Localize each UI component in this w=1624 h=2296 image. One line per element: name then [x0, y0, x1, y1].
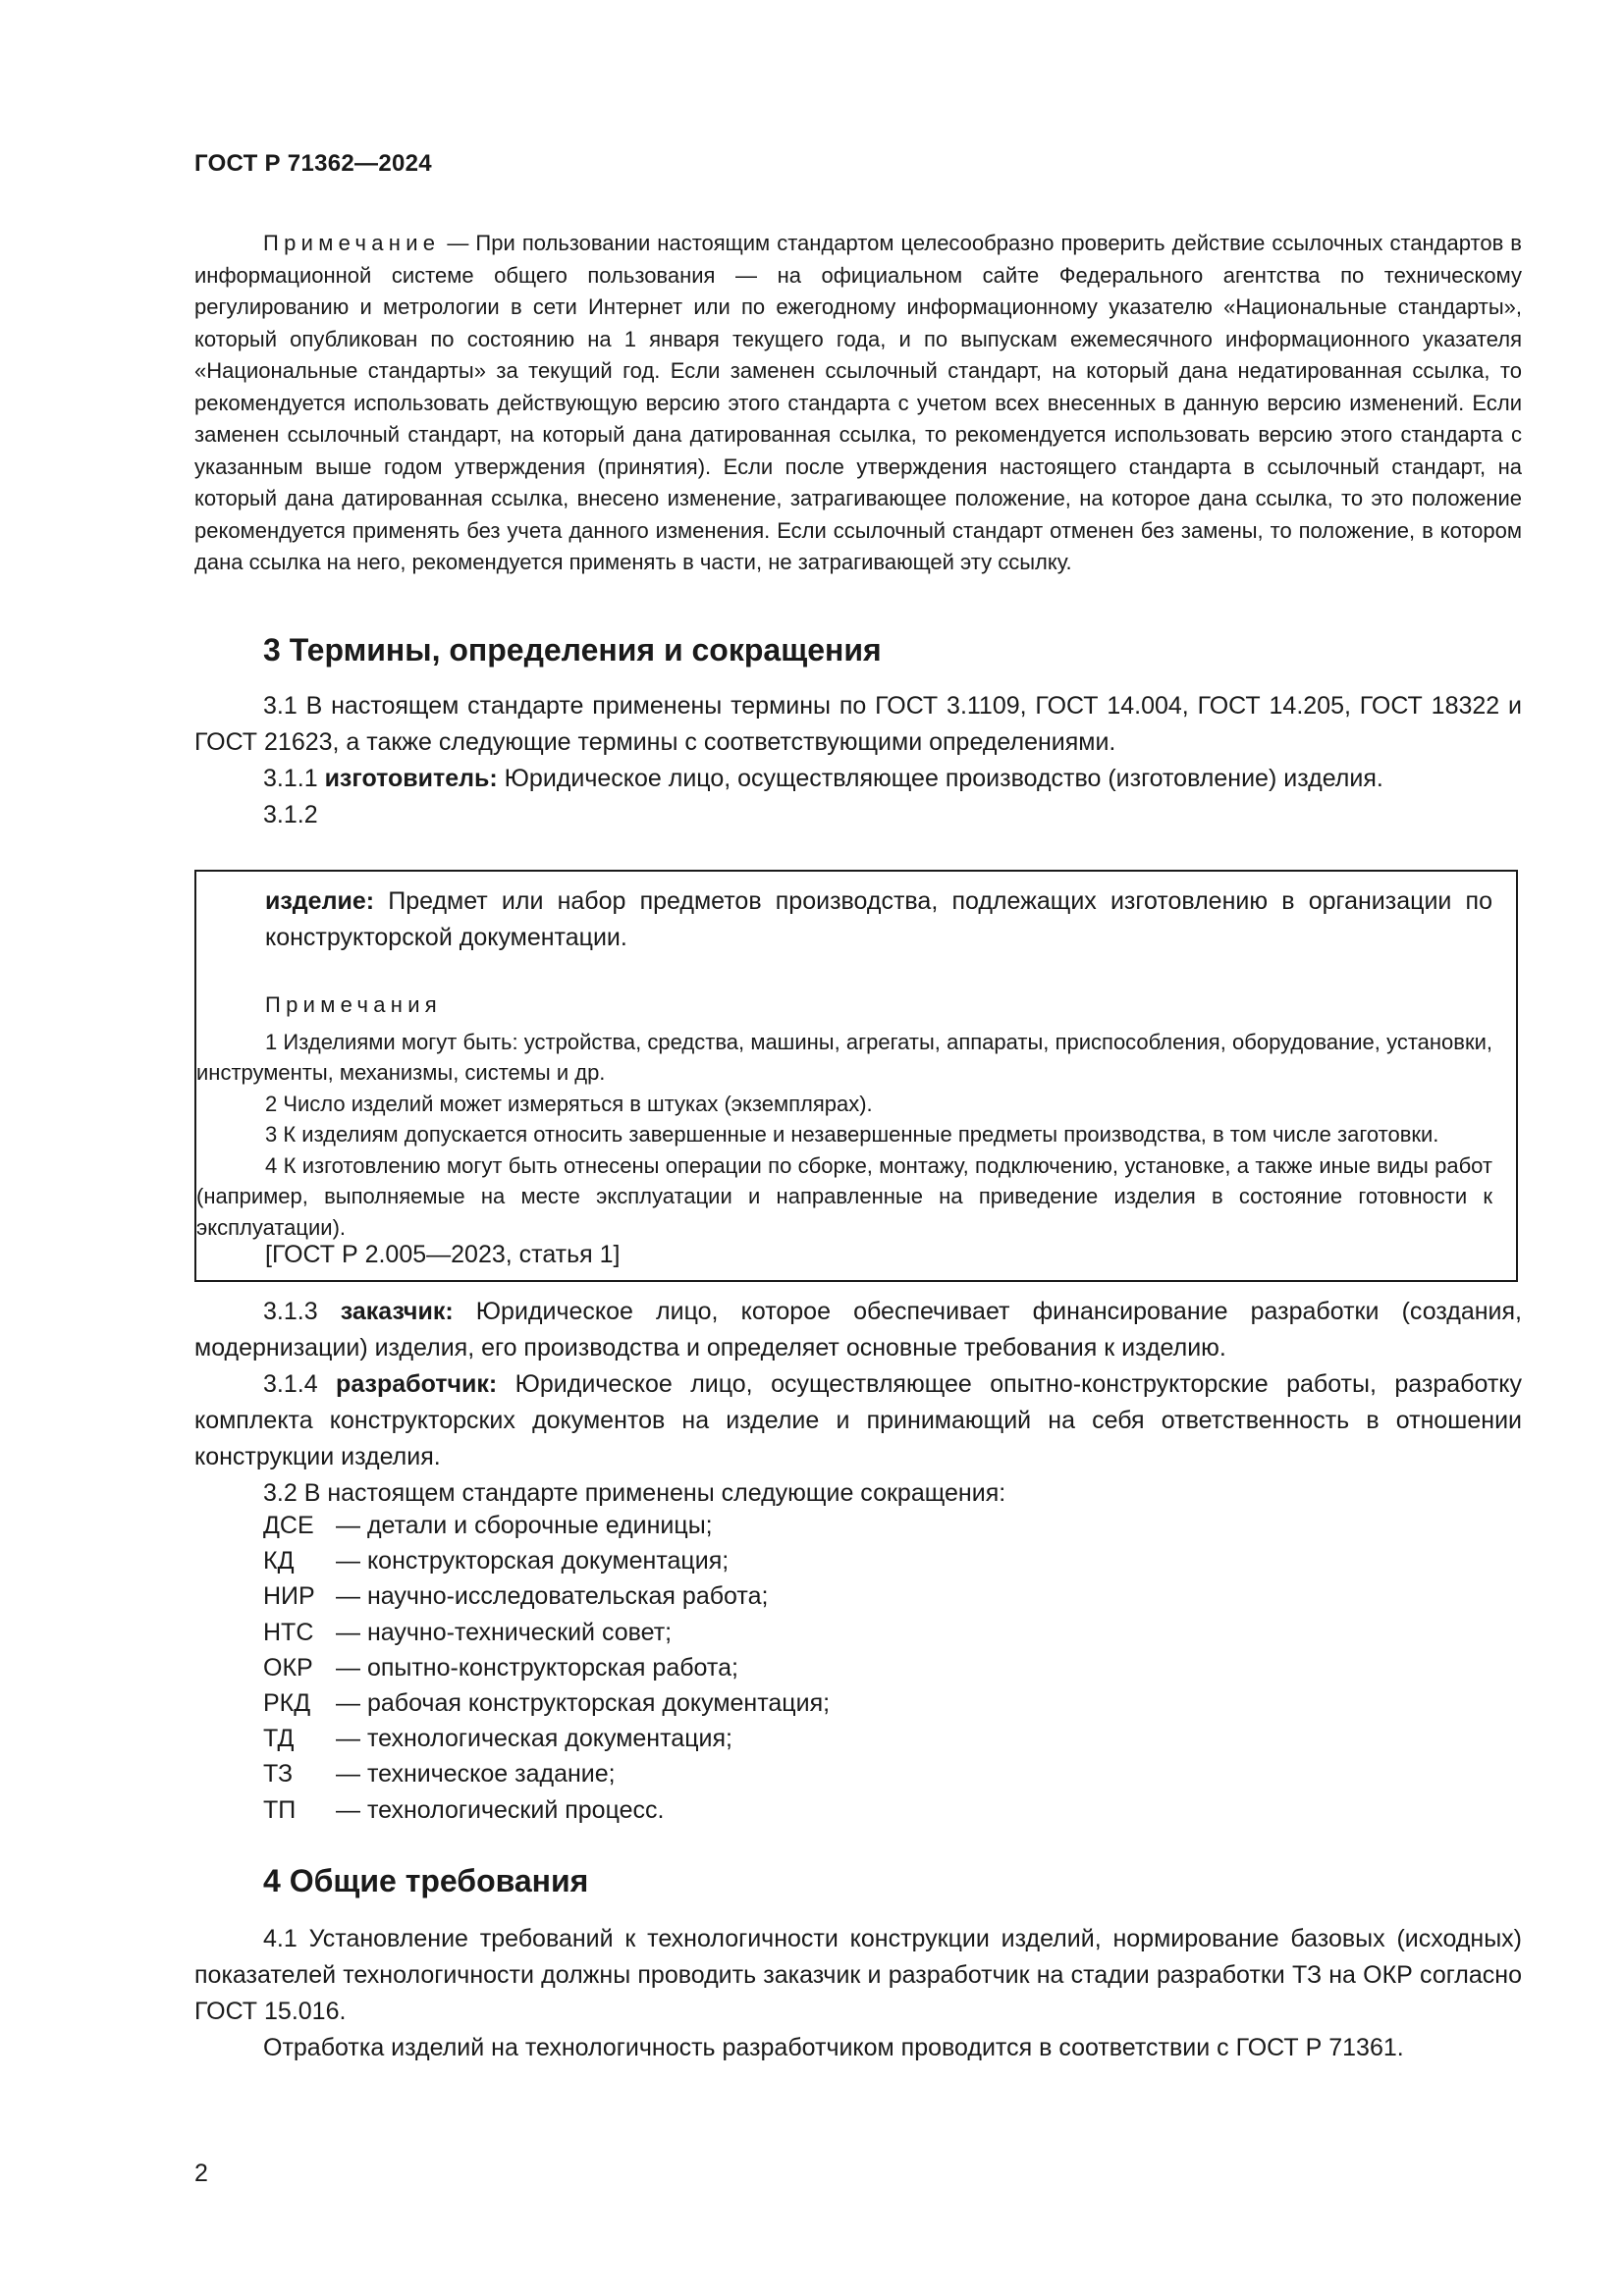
product-definition-box [194, 870, 1518, 1282]
box-notes [196, 989, 1492, 1243]
note-text: — При пользовании настоящим стандартом целесообразно проверить действие ссылочных стандартов в информационной системе общего пользования — на официальном сайте Федерального агентства по техническому регулированию и метрологии в сети Интернет или по ежегодному информационному указателю «Национальные стандарты», который опубликован по состоянию на 1 января текущего года, и по выпускам ежемесячного информационного указателя «Национальные стандарты» за текущий год. Если заменен ссылочный стандарт, на который дана недатированная ссылка, то рекомендуется использовать действующую версию этого стандарта с учетом всех внесенных в данную версию изменений. Если заменен ссылочный стандарт, на который дана датированная ссылка, то рекомендуется использовать версию этого стандарта с указанным выше годом утверждения (принятия). Если после утверждения настоящего стандарта в ссылочный стандарт, на который дана датированная ссылка, внесено изменение, затрагивающее положение, на которое дана ссылка, то это положение рекомендуется применять без учета данного изменения. Если ссылочный стандарт отменен без замены, то положение, в котором дана ссылка на него, рекомендуется применять в части, не затрагивающей эту ссылку. [194, 231, 1522, 574]
paragraph-3-1: 3.1 В настоящем стандарте применены термины по ГОСТ 3.1109, ГОСТ 14.004, ГОСТ 14.205, ГОСТ 18322 и ГОСТ 21623, а также следующие термины с соответствующими определениями. [194, 692, 1522, 756]
paragraph-3-1-3: 3.1.3 заказчик: Юридическое лицо, которое обеспечивает финансирование разработки (создания, модернизации) изделия, его производства и определяет основные требования к изделию. [194, 1298, 1522, 1362]
paragraph-3-1-2: 3.1.2 [263, 801, 318, 828]
section-4-heading: 4 Общие требования [263, 1863, 589, 1898]
list-item: ТД — технологическая документация; [263, 1725, 732, 1753]
list-item: НТС — научно-технический совет; [263, 1618, 673, 1646]
paragraph-3-2: 3.2 В настоящем стандарте применены следующие сокращения: [263, 1479, 1006, 1507]
section-3-terms-continued [194, 1294, 1522, 1512]
box-note-2: 2 Число изделий может измеряться в штуках (экземплярах). [265, 1091, 873, 1116]
box-source-reference: [ГОСТ Р 2.005—2023, статья 1] [265, 1241, 621, 1268]
section-3-paragraphs [194, 688, 1522, 833]
list-item: ТП — технологический процесс. [263, 1795, 665, 1824]
paragraph-4-1-continued: Отработка изделий на технологичность разработчиком проводится в соответствии с ГОСТ Р 71361. [263, 2034, 1404, 2061]
abbreviations-list [263, 1508, 830, 1828]
page-number: 2 [194, 2160, 208, 2187]
referenced-standards-note [194, 228, 1522, 579]
paragraph-3-1-1: 3.1.1 изготовитель: Юридическое лицо, осуществляющее производство (изготовление) изделия. [263, 765, 1383, 792]
list-item: КД — конструкторская документация; [263, 1547, 730, 1575]
note-label: Примечание [263, 231, 441, 255]
box-note-4: 4 К изготовлению могут быть отнесены операции по сборке, монтажу, подключению, установке, а также иные виды работ (например, выполняемые на месте эксплуатации и направленные на приведение изделия в состояние готовности к эксплуатации). [196, 1152, 1492, 1240]
term-product: изделие: [265, 887, 375, 915]
list-item: ДСЕ — детали и сборочные единицы; [263, 1512, 713, 1539]
paragraph-3-1-4: 3.1.4 разработчик: Юридическое лицо, осуществляющее опытно-конструкторские работы, разработку комплекта конструкторских документов на изделие и принимающий на себя ответственность в отношении конструкции изделия. [194, 1370, 1522, 1470]
list-item: НИР — научно-исследовательская работа; [263, 1582, 769, 1611]
section-3-heading: 3 Термины, определения и сокращения [263, 632, 882, 667]
list-item: РКД — рабочая конструкторская документация; [263, 1689, 831, 1718]
box-term-definition [265, 883, 1492, 956]
box-note-3: 3 К изделиям допускается относить завершенные и незавершенные предметы производства, в том числе заготовки. [265, 1122, 1439, 1147]
list-item: ОКР — опытно-конструкторская работа; [263, 1653, 738, 1682]
list-item: ТЗ — техническое задание; [263, 1760, 616, 1789]
document-header: ГОСТ Р 71362—2024 [194, 150, 432, 177]
box-notes-label: Примечания [265, 992, 443, 1017]
box-note-1: 1 Изделиями могут быть: устройства, средства, машины, агрегаты, аппараты, приспособления, оборудование, установки, инструменты, механизмы, системы и др. [196, 1029, 1492, 1085]
term-manufacturer: изготовитель: [324, 765, 498, 792]
term-developer: разработчик: [336, 1370, 498, 1398]
section-4-paragraphs [194, 1921, 1522, 2066]
term-customer: заказчик: [340, 1298, 454, 1325]
term-product-definition: Предмет или набор предметов производства, подлежащих изготовлению в организации по конструкторской документации. [265, 887, 1492, 951]
paragraph-4-1: 4.1 Установление требований к технологичности конструкции изделий, нормирование базовых (исходных) показателей технологичности должны проводить заказчик и разработчик на стадии разработки ТЗ на ОКР согласно ГОСТ 15.016. [194, 1925, 1522, 2025]
